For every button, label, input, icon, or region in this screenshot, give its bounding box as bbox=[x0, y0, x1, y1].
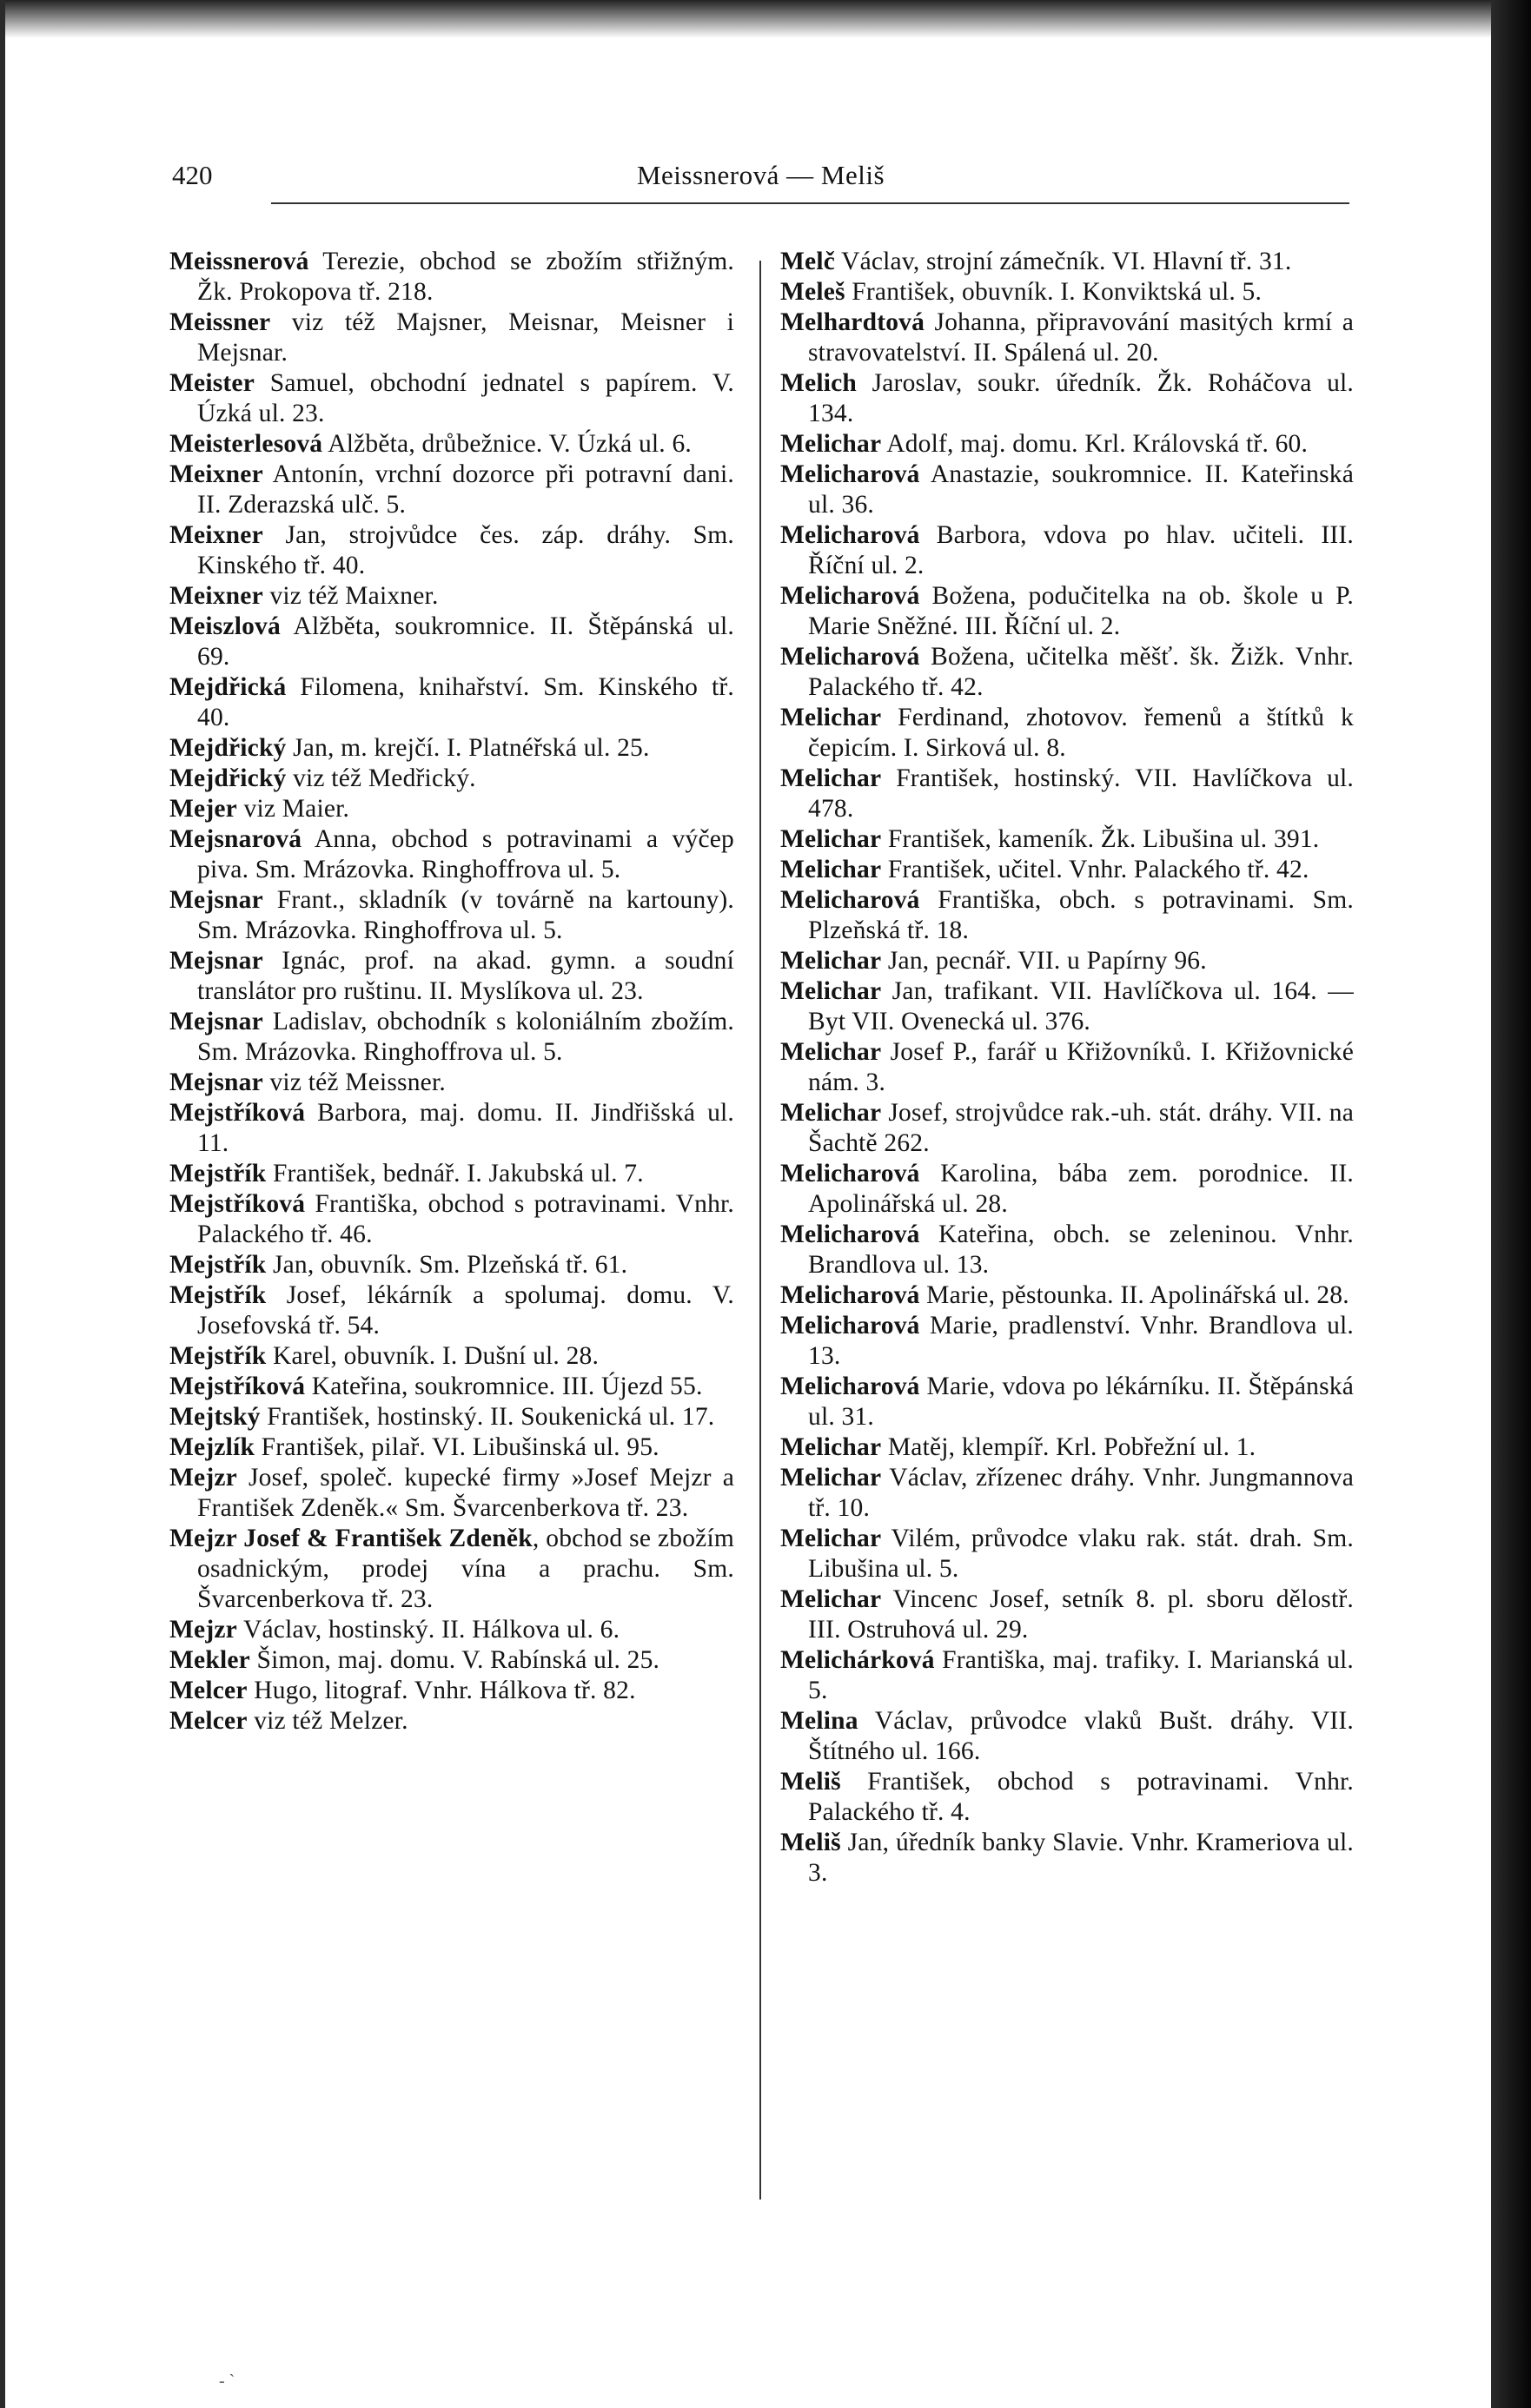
directory-entry bbox=[169, 308, 734, 368]
scan-edge-right bbox=[1491, 0, 1531, 2408]
entry-text: Filomena, knihařství. Sm. Kinského tř. 40. bbox=[197, 673, 734, 731]
entry-text: Jan, pecnář. VII. u Papírny 96. bbox=[881, 947, 1207, 975]
entry-text: Terezie, obchod se zbožím střižným. Žk. Prokopova tř. 218. bbox=[197, 248, 734, 306]
scan-edge-top bbox=[0, 0, 1531, 38]
entry-name: Melichar bbox=[780, 1099, 882, 1127]
directory-entry bbox=[169, 824, 734, 885]
entry-name: Mejsnar bbox=[169, 1008, 263, 1035]
entry-name: Melicharová bbox=[780, 1373, 920, 1400]
entry-name: Meiszlová bbox=[169, 612, 281, 640]
entry-name: Melhardtová bbox=[780, 308, 925, 336]
entry-text: viz též Meissner. bbox=[262, 1068, 446, 1096]
directory-entry bbox=[780, 1159, 1354, 1220]
entry-name: Mejtský bbox=[169, 1403, 261, 1431]
entry-name: Meisterlesová bbox=[169, 430, 323, 458]
entry-name: Melicharová bbox=[780, 886, 920, 914]
entry-name: Mejzr bbox=[169, 1616, 237, 1644]
entry-text: Barbora, vdova po hlav. učiteli. III. Říční ul. 2. bbox=[808, 521, 1354, 579]
right-column bbox=[780, 247, 1354, 1889]
directory-entry bbox=[169, 1706, 734, 1737]
directory-entry bbox=[169, 1250, 734, 1280]
entry-text: Václav, hostinský. II. Hálkova ul. 6. bbox=[236, 1616, 620, 1644]
directory-entry bbox=[780, 1828, 1354, 1889]
entry-name: Meliš bbox=[780, 1768, 841, 1796]
entry-text: Božena, učitelka měšť. šk. Žižk. Vnhr. Palackého tř. 42. bbox=[808, 643, 1354, 701]
entry-text: Vincenc Josef, setník 8. pl. sboru dělostř. III. Ostruhová ul. 29. bbox=[808, 1585, 1354, 1644]
entry-name: Meister bbox=[169, 369, 255, 397]
entry-name: Melcer bbox=[169, 1707, 248, 1735]
entry-text: Antonín, vrchní dozorce při potravní dani. II. Zderazská ulč. 5. bbox=[197, 460, 734, 519]
directory-entry bbox=[780, 1280, 1354, 1311]
entry-name: Meissner bbox=[169, 308, 271, 336]
entry-name: Mejstřík bbox=[169, 1342, 267, 1370]
directory-entry bbox=[780, 1372, 1354, 1432]
entry-text: viz též Majsner, Meisnar, Meisner i Mejsnar. bbox=[197, 308, 734, 367]
entry-name: Mejzr bbox=[169, 1464, 237, 1492]
entry-text: Josef, lékárník a spolumaj. domu. V. Josefovská tř. 54. bbox=[197, 1281, 734, 1340]
entry-name: Melichar bbox=[780, 1038, 882, 1066]
entry-name: Mekler bbox=[169, 1646, 250, 1674]
entry-name: Melichar bbox=[780, 704, 882, 731]
entry-name: Melichar bbox=[780, 856, 882, 883]
entry-text: Jan, m. krejčí. I. Platnéřská ul. 25. bbox=[286, 734, 650, 762]
page-number: 420 bbox=[172, 160, 213, 190]
entry-name: Melichar bbox=[780, 764, 882, 792]
entry-name: Melichar bbox=[780, 825, 882, 853]
entry-text: Jan, strojvůdce čes. záp. dráhy. Sm. Kinského tř. 40. bbox=[197, 521, 734, 579]
directory-entry bbox=[169, 885, 734, 946]
entry-text: Ignác, prof. na akad. gymn. a soudní translátor pro ruštinu. II. Myslíkova ul. 23. bbox=[197, 947, 734, 1005]
directory-entry bbox=[780, 247, 1354, 277]
entry-name: Mejdřický bbox=[169, 764, 287, 792]
directory-entry bbox=[780, 1220, 1354, 1280]
directory-entry bbox=[780, 429, 1354, 460]
entry-name: Meixner bbox=[169, 582, 263, 610]
directory-entry bbox=[169, 581, 734, 612]
entry-text: Václav, strojní zámečník. VI. Hlavní tř. 31. bbox=[835, 248, 1292, 275]
entry-text: Hugo, litograf. Vnhr. Hálkova tř. 82. bbox=[247, 1677, 636, 1704]
directory-entry bbox=[780, 1463, 1354, 1524]
directory-entry bbox=[169, 1007, 734, 1068]
entry-name: Mejdřická bbox=[169, 673, 287, 701]
entry-text: František, pilař. VI. Libušinská ul. 95. bbox=[255, 1433, 659, 1461]
entry-text: Jan, trafikant. VII. Havlíčkova ul. 164. — Byt VII. Ovenecká ul. 376. bbox=[808, 977, 1354, 1035]
entry-name: Mejer bbox=[169, 795, 237, 823]
entry-name: Mejstřík bbox=[169, 1251, 267, 1279]
entry-text: František, hostinský. VII. Havlíčkova ul. 478. bbox=[808, 764, 1354, 823]
directory-entry bbox=[169, 612, 734, 672]
directory-entry bbox=[780, 1098, 1354, 1159]
entry-text: Anna, obchod s potravinami a výčep piva. Sm. Mrázovka. Ringhoffrova ul. 5. bbox=[197, 825, 734, 883]
entry-text: Barbora, maj. domu. II. Jindřišská ul. 11. bbox=[197, 1099, 734, 1157]
directory-entry bbox=[780, 1037, 1354, 1098]
entry-text: Vilém, průvodce vlaku rak. stát. drah. Sm. Libušina ul. 5. bbox=[808, 1525, 1354, 1583]
directory-entry bbox=[780, 1645, 1354, 1706]
entry-name: Mejstříková bbox=[169, 1190, 306, 1218]
entry-text: Ferdinand, zhotovov. řemenů a štítků k čepicím. I. Sirková ul. 8. bbox=[808, 704, 1354, 762]
entry-text: Kateřina, obch. se zeleninou. Vnhr. Brandlova ul. 13. bbox=[808, 1221, 1354, 1279]
entry-name: Melč bbox=[780, 248, 836, 275]
entry-name: Mejsnarová bbox=[169, 825, 302, 853]
entry-text: Adolf, maj. domu. Krl. Královská tř. 60. bbox=[881, 430, 1309, 458]
entry-text: Jaroslav, soukr. úředník. Žk. Roháčova ul. 134. bbox=[808, 369, 1354, 427]
entry-text: Božena, podučitelka na ob. škole u P. Marie Sněžné. III. Říční ul. 2. bbox=[808, 582, 1354, 640]
entry-text: Marie, vdova po lékárníku. II. Štěpánská ul. 31. bbox=[808, 1373, 1354, 1431]
entry-name: Melina bbox=[780, 1707, 858, 1735]
directory-entry bbox=[780, 946, 1354, 976]
column-divider bbox=[759, 261, 761, 2200]
entry-text: , obchod se zbožím osadnickým, prodej vína a prachu. Sm. Švarcenberkova tř. 23. bbox=[197, 1525, 734, 1613]
directory-entry bbox=[169, 1432, 734, 1463]
entry-text: viz též Melzer. bbox=[247, 1707, 408, 1735]
entry-text: Samuel, obchodní jednatel s papírem. V. Úzká ul. 23. bbox=[197, 369, 734, 427]
directory-entry bbox=[169, 1098, 734, 1159]
directory-entry bbox=[169, 429, 734, 460]
directory-entry bbox=[169, 764, 734, 794]
entry-name: Meleš bbox=[780, 278, 845, 306]
directory-entry bbox=[169, 946, 734, 1007]
directory-entry bbox=[169, 1615, 734, 1645]
entry-text: Kateřina, soukromnice. III. Újezd 55. bbox=[305, 1373, 703, 1400]
entry-text: Jan, obuvník. Sm. Plzeňská tř. 61. bbox=[266, 1251, 628, 1279]
directory-entry bbox=[780, 277, 1354, 308]
directory-entry bbox=[780, 976, 1354, 1037]
entry-name: Melcer bbox=[169, 1677, 248, 1704]
entry-text: Alžběta, drůbežnice. V. Úzká ul. 6. bbox=[322, 430, 692, 458]
scan-edge-left bbox=[0, 0, 5, 2408]
directory-entry bbox=[169, 794, 734, 824]
header-rule bbox=[271, 202, 1349, 204]
entry-text: Marie, pradlenství. Vnhr. Brandlova ul. 13. bbox=[808, 1312, 1354, 1370]
running-head: Meissnerová — Meliš bbox=[636, 160, 885, 190]
directory-entry bbox=[169, 520, 734, 581]
entry-name: Melicharová bbox=[780, 1281, 920, 1309]
directory-entry bbox=[169, 1159, 734, 1189]
entry-name: Melicharová bbox=[780, 460, 920, 488]
entry-text: Františka, obch. s potravinami. Sm. Plzeňská tř. 18. bbox=[808, 886, 1354, 944]
entry-text: Ladislav, obchodník s koloniálním zbožím. Sm. Mrázovka. Ringhoffrova ul. 5. bbox=[197, 1008, 734, 1066]
directory-entry bbox=[780, 824, 1354, 855]
directory-entry bbox=[780, 764, 1354, 824]
entry-name: Melicharová bbox=[780, 582, 920, 610]
entry-text: viz Maier. bbox=[236, 795, 350, 823]
directory-entry bbox=[169, 1524, 734, 1615]
entry-name: Mejsnar bbox=[169, 947, 263, 975]
directory-entry bbox=[780, 1706, 1354, 1767]
directory-entry bbox=[169, 368, 734, 429]
directory-entry bbox=[169, 460, 734, 520]
entry-name: Mejstřík bbox=[169, 1160, 267, 1187]
entry-text: Josef, společ. kupecké firmy »Josef Mejzr a František Zdeněk.« Sm. Švarcenberkova tř. 23. bbox=[197, 1464, 734, 1522]
entry-name: Melicharová bbox=[780, 1221, 920, 1248]
entry-text: viz též Medřický. bbox=[286, 764, 476, 792]
directory-entry bbox=[780, 855, 1354, 885]
entry-name: Melichar bbox=[780, 1525, 882, 1552]
entry-text: Frant., skladník (v továrně na kartouny). Sm. Mrázovka. Ringhoffrova ul. 5. bbox=[197, 886, 734, 944]
entry-text: František, obchod s potravinami. Vnhr. Palackého tř. 4. bbox=[808, 1768, 1354, 1826]
entry-text: Václav, průvodce vlaků Bušt. dráhy. VII. Štítného ul. 166. bbox=[808, 1707, 1354, 1765]
entry-name: Mejstřík bbox=[169, 1281, 267, 1309]
directory-entry bbox=[169, 1676, 734, 1706]
entry-name: Melichárková bbox=[780, 1646, 935, 1674]
entry-name: Melichar bbox=[780, 1433, 882, 1461]
entry-text: Josef, strojvůdce rak.-uh. stát. dráhy. VII. na Šachtě 262. bbox=[808, 1099, 1354, 1157]
entry-name: Melichar bbox=[780, 977, 882, 1005]
entry-text: viz též Maixner. bbox=[262, 582, 439, 610]
entry-name: Meliš bbox=[780, 1829, 841, 1856]
entry-text: Václav, zřízenec dráhy. Vnhr. Jungmannova tř. 10. bbox=[808, 1464, 1354, 1522]
entry-text: Jan, úředník banky Slavie. Vnhr. Krameriova ul. 3. bbox=[808, 1829, 1354, 1887]
entry-text: Marie, pěstounka. II. Apolinářská ul. 28. bbox=[919, 1281, 1349, 1309]
entry-text: Františka, maj. trafiky. I. Marianská ul. 5. bbox=[808, 1646, 1354, 1704]
directory-entry bbox=[780, 1767, 1354, 1828]
directory-entry bbox=[780, 1432, 1354, 1463]
entry-name: Meissnerová bbox=[169, 248, 309, 275]
entry-text: Matěj, klempíř. Krl. Pobřežní ul. 1. bbox=[881, 1433, 1256, 1461]
entry-text: František, hostinský. II. Soukenická ul. 17. bbox=[260, 1403, 715, 1431]
page-header bbox=[172, 149, 1349, 202]
directory-entry bbox=[780, 460, 1354, 520]
entry-text: Josef P., farář u Křižovníků. I. Křižovnické nám. 3. bbox=[808, 1038, 1354, 1096]
directory-entry bbox=[780, 703, 1354, 764]
entry-text: Anastazie, soukromnice. II. Kateřinská ul. 36. bbox=[808, 460, 1354, 519]
directory-entry bbox=[169, 1189, 734, 1250]
entry-name: Melich bbox=[780, 369, 858, 397]
entry-name: Melichar bbox=[780, 430, 882, 458]
directory-entry bbox=[780, 1311, 1354, 1372]
directory-entry bbox=[169, 1068, 734, 1098]
directory-entry bbox=[169, 1372, 734, 1402]
footer-mark: - ` bbox=[219, 2372, 235, 2391]
directory-entry bbox=[169, 1341, 734, 1372]
entry-text: Johanna, připravování masitých krmí a stravovatelství. II. Spálená ul. 20. bbox=[808, 308, 1354, 367]
entry-name: Melichar bbox=[780, 947, 882, 975]
entry-name: Melicharová bbox=[780, 521, 920, 549]
directory-entry bbox=[780, 308, 1354, 368]
entry-name: Melichar bbox=[780, 1464, 882, 1492]
entry-name: Mejstříková bbox=[169, 1373, 306, 1400]
entry-name: Meixner bbox=[169, 521, 263, 549]
entry-name: Melicharová bbox=[780, 1160, 920, 1187]
entry-name: Melicharová bbox=[780, 1312, 920, 1340]
directory-entry bbox=[169, 1402, 734, 1432]
directory-entry bbox=[169, 1463, 734, 1524]
directory-entry bbox=[780, 885, 1354, 946]
directory-entry bbox=[169, 1645, 734, 1676]
entry-name: Melicharová bbox=[780, 643, 920, 671]
entry-name: Mejzr Josef & František Zdeněk bbox=[169, 1525, 533, 1552]
directory-entry bbox=[169, 1280, 734, 1341]
directory-entry bbox=[780, 581, 1354, 642]
directory-entry bbox=[780, 642, 1354, 703]
entry-text: Karolina, bába zem. porodnice. II. Apolinářská ul. 28. bbox=[808, 1160, 1354, 1218]
left-column bbox=[169, 247, 734, 1737]
entry-text: Šimon, maj. domu. V. Rabínská ul. 25. bbox=[249, 1646, 660, 1674]
directory-entry bbox=[780, 368, 1354, 429]
entry-name: Mejzlík bbox=[169, 1433, 255, 1461]
entry-text: Františka, obchod s potravinami. Vnhr. Palackého tř. 46. bbox=[197, 1190, 734, 1248]
entry-name: Mejdřický bbox=[169, 734, 287, 762]
entry-text: František, učitel. Vnhr. Palackého tř. 42. bbox=[881, 856, 1309, 883]
entry-name: Mejstříková bbox=[169, 1099, 306, 1127]
entry-text: František, bednář. I. Jakubská ul. 7. bbox=[266, 1160, 644, 1187]
directory-entry bbox=[780, 1584, 1354, 1645]
directory-entry bbox=[780, 1524, 1354, 1584]
directory-entry bbox=[169, 672, 734, 733]
entry-text: Karel, obuvník. I. Dušní ul. 28. bbox=[266, 1342, 600, 1370]
directory-entry bbox=[169, 733, 734, 764]
directory-entry bbox=[780, 520, 1354, 581]
entry-name: Mejsnar bbox=[169, 886, 263, 914]
entry-text: František, kameník. Žk. Libušina ul. 391. bbox=[881, 825, 1320, 853]
entry-text: Alžběta, soukromnice. II. Štěpánská ul. 69. bbox=[197, 612, 734, 671]
directory-entry bbox=[169, 247, 734, 308]
entry-text: František, obuvník. I. Konviktská ul. 5. bbox=[845, 278, 1263, 306]
entry-name: Mejsnar bbox=[169, 1068, 263, 1096]
entry-name: Meixner bbox=[169, 460, 263, 488]
entry-name: Melichar bbox=[780, 1585, 882, 1613]
